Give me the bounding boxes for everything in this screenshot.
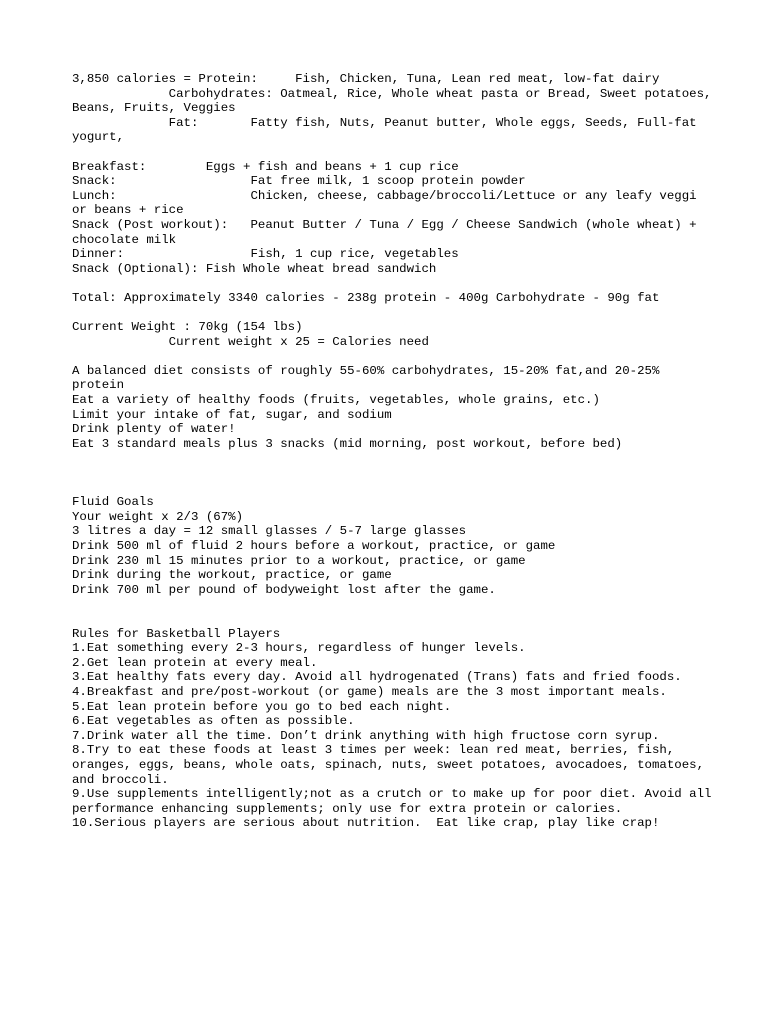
document-page — [72, 72, 719, 831]
weight-section — [72, 320, 712, 349]
spacer — [72, 349, 712, 364]
spacer — [72, 145, 712, 160]
balanced-diet-line: Limit your intake of fat, sugar, and sodium — [72, 407, 392, 422]
rule-item: 7.Drink water all the time. Don’t drink anything with high fructose corn syrup. — [72, 728, 660, 743]
fluid-goals-line: Your weight x 2/3 (67%) — [72, 509, 244, 524]
fluid-goals-line: 3 litres a day = 12 small glasses / 5-7 large glasses — [72, 524, 467, 539]
fluid-goals-heading: Fluid Goals — [72, 495, 154, 510]
rules-heading: Rules for Basketball Players — [72, 626, 281, 641]
balanced-diet-section — [72, 364, 712, 452]
balanced-diet-line: Eat a variety of healthy foods (fruits, vegetables, whole grains, etc.) — [72, 393, 600, 408]
balanced-diet-line: Eat 3 standard meals plus 3 snacks (mid morning, post workout, before bed) — [72, 436, 623, 451]
fluid-goals-line: Drink 230 ml 15 minutes prior to a workout, practice, or game — [72, 553, 526, 568]
meal-snack-optional: Snack (Optional): Fish Whole wheat bread sandwich — [72, 261, 437, 276]
balanced-diet-line: A balanced diet consists of roughly 55-60% carbohydrates, 15-20% fat,and 20-25% protein — [72, 363, 667, 393]
spacer — [72, 276, 712, 291]
calories-need-line: Current weight x 25 = Calories need — [72, 334, 429, 349]
meal-lunch: Lunch: Chicken, cheese, cabbage/broccoli/Lettuce or any leafy veggi or beans + rice — [72, 188, 705, 218]
rule-item: 2.Get lean protein at every meal. — [72, 655, 318, 670]
meal-dinner: Dinner: Fish, 1 cup rice, vegetables — [72, 247, 459, 262]
spacer — [72, 306, 712, 321]
total-line: Total: Approximately 3340 calories - 238g protein - 400g Carbohydrate - 90g fat — [72, 290, 660, 305]
total-section — [72, 291, 712, 306]
rules-section — [72, 626, 719, 831]
meal-breakfast: Breakfast: Eggs + fish and beans + 1 cup rice — [72, 159, 459, 174]
spacer — [72, 597, 712, 626]
spacer — [72, 451, 712, 495]
rule-item: 6.Eat vegetables as often as possible. — [72, 714, 355, 729]
rule-item: 10.Serious players are serious about nutrition. Eat like crap, play like crap! — [72, 816, 660, 831]
current-weight-line: Current Weight : 70kg (154 lbs) — [72, 320, 303, 335]
meal-snack: Snack: Fat free milk, 1 scoop protein powder — [72, 174, 526, 189]
diet-fat-line: Fat: Fatty fish, Nuts, Peanut butter, Whole eggs, Seeds, Full-fat yogurt, — [72, 115, 705, 145]
meals-section — [72, 160, 712, 277]
rule-item: 8.Try to eat these foods at least 3 times per week: lean red meat, berries, fish, oranges, eggs, beans, whole oats, spinach, nuts, sweet potatoes, avocadoes, tomatoes, and broccoli. — [72, 743, 712, 787]
diet-carbohydrates-line: Carbohydrates: Oatmeal, Rice, Whole wheat pasta or Bread, Sweet potatoes, Beans, Fruits, Veggies — [72, 86, 719, 116]
meal-snack-post-workout: Snack (Post workout): Peanut Butter / Tuna / Egg / Cheese Sandwich (whole wheat) + chocolate milk — [72, 217, 705, 247]
rule-item: 4.Breakfast and pre/post-workout (or game) meals are the 3 most important meals. — [72, 684, 667, 699]
fluid-goals-line: Drink during the workout, practice, or game — [72, 568, 392, 583]
rule-item: 9.Use supplements intelligently;not as a crutch or to make up for poor diet. Avoid all performance enhancing supplements; only use for extra protein or calories. — [72, 787, 719, 816]
fluid-goals-line: Drink 500 ml of fluid 2 hours before a workout, practice, or game — [72, 539, 556, 554]
balanced-diet-line: Drink plenty of water! — [72, 422, 236, 437]
rule-item: 5.Eat lean protein before you go to bed each night. — [72, 699, 452, 714]
rule-item: 1.Eat something every 2-3 hours, regardless of hunger levels. — [72, 641, 526, 656]
fluid-goals-section — [72, 495, 712, 597]
fluid-goals-line: Drink 700 ml per pound of bodyweight lost after the game. — [72, 582, 496, 597]
rule-item: 3.Eat healthy fats every day. Avoid all hydrogenated (Trans) fats and fried foods. — [72, 670, 682, 685]
diet-protein-line: 3,850 calories = Protein: Fish, Chicken, Tuna, Lean red meat, low-fat dairy — [72, 72, 660, 86]
diet-plan-section — [72, 72, 719, 145]
